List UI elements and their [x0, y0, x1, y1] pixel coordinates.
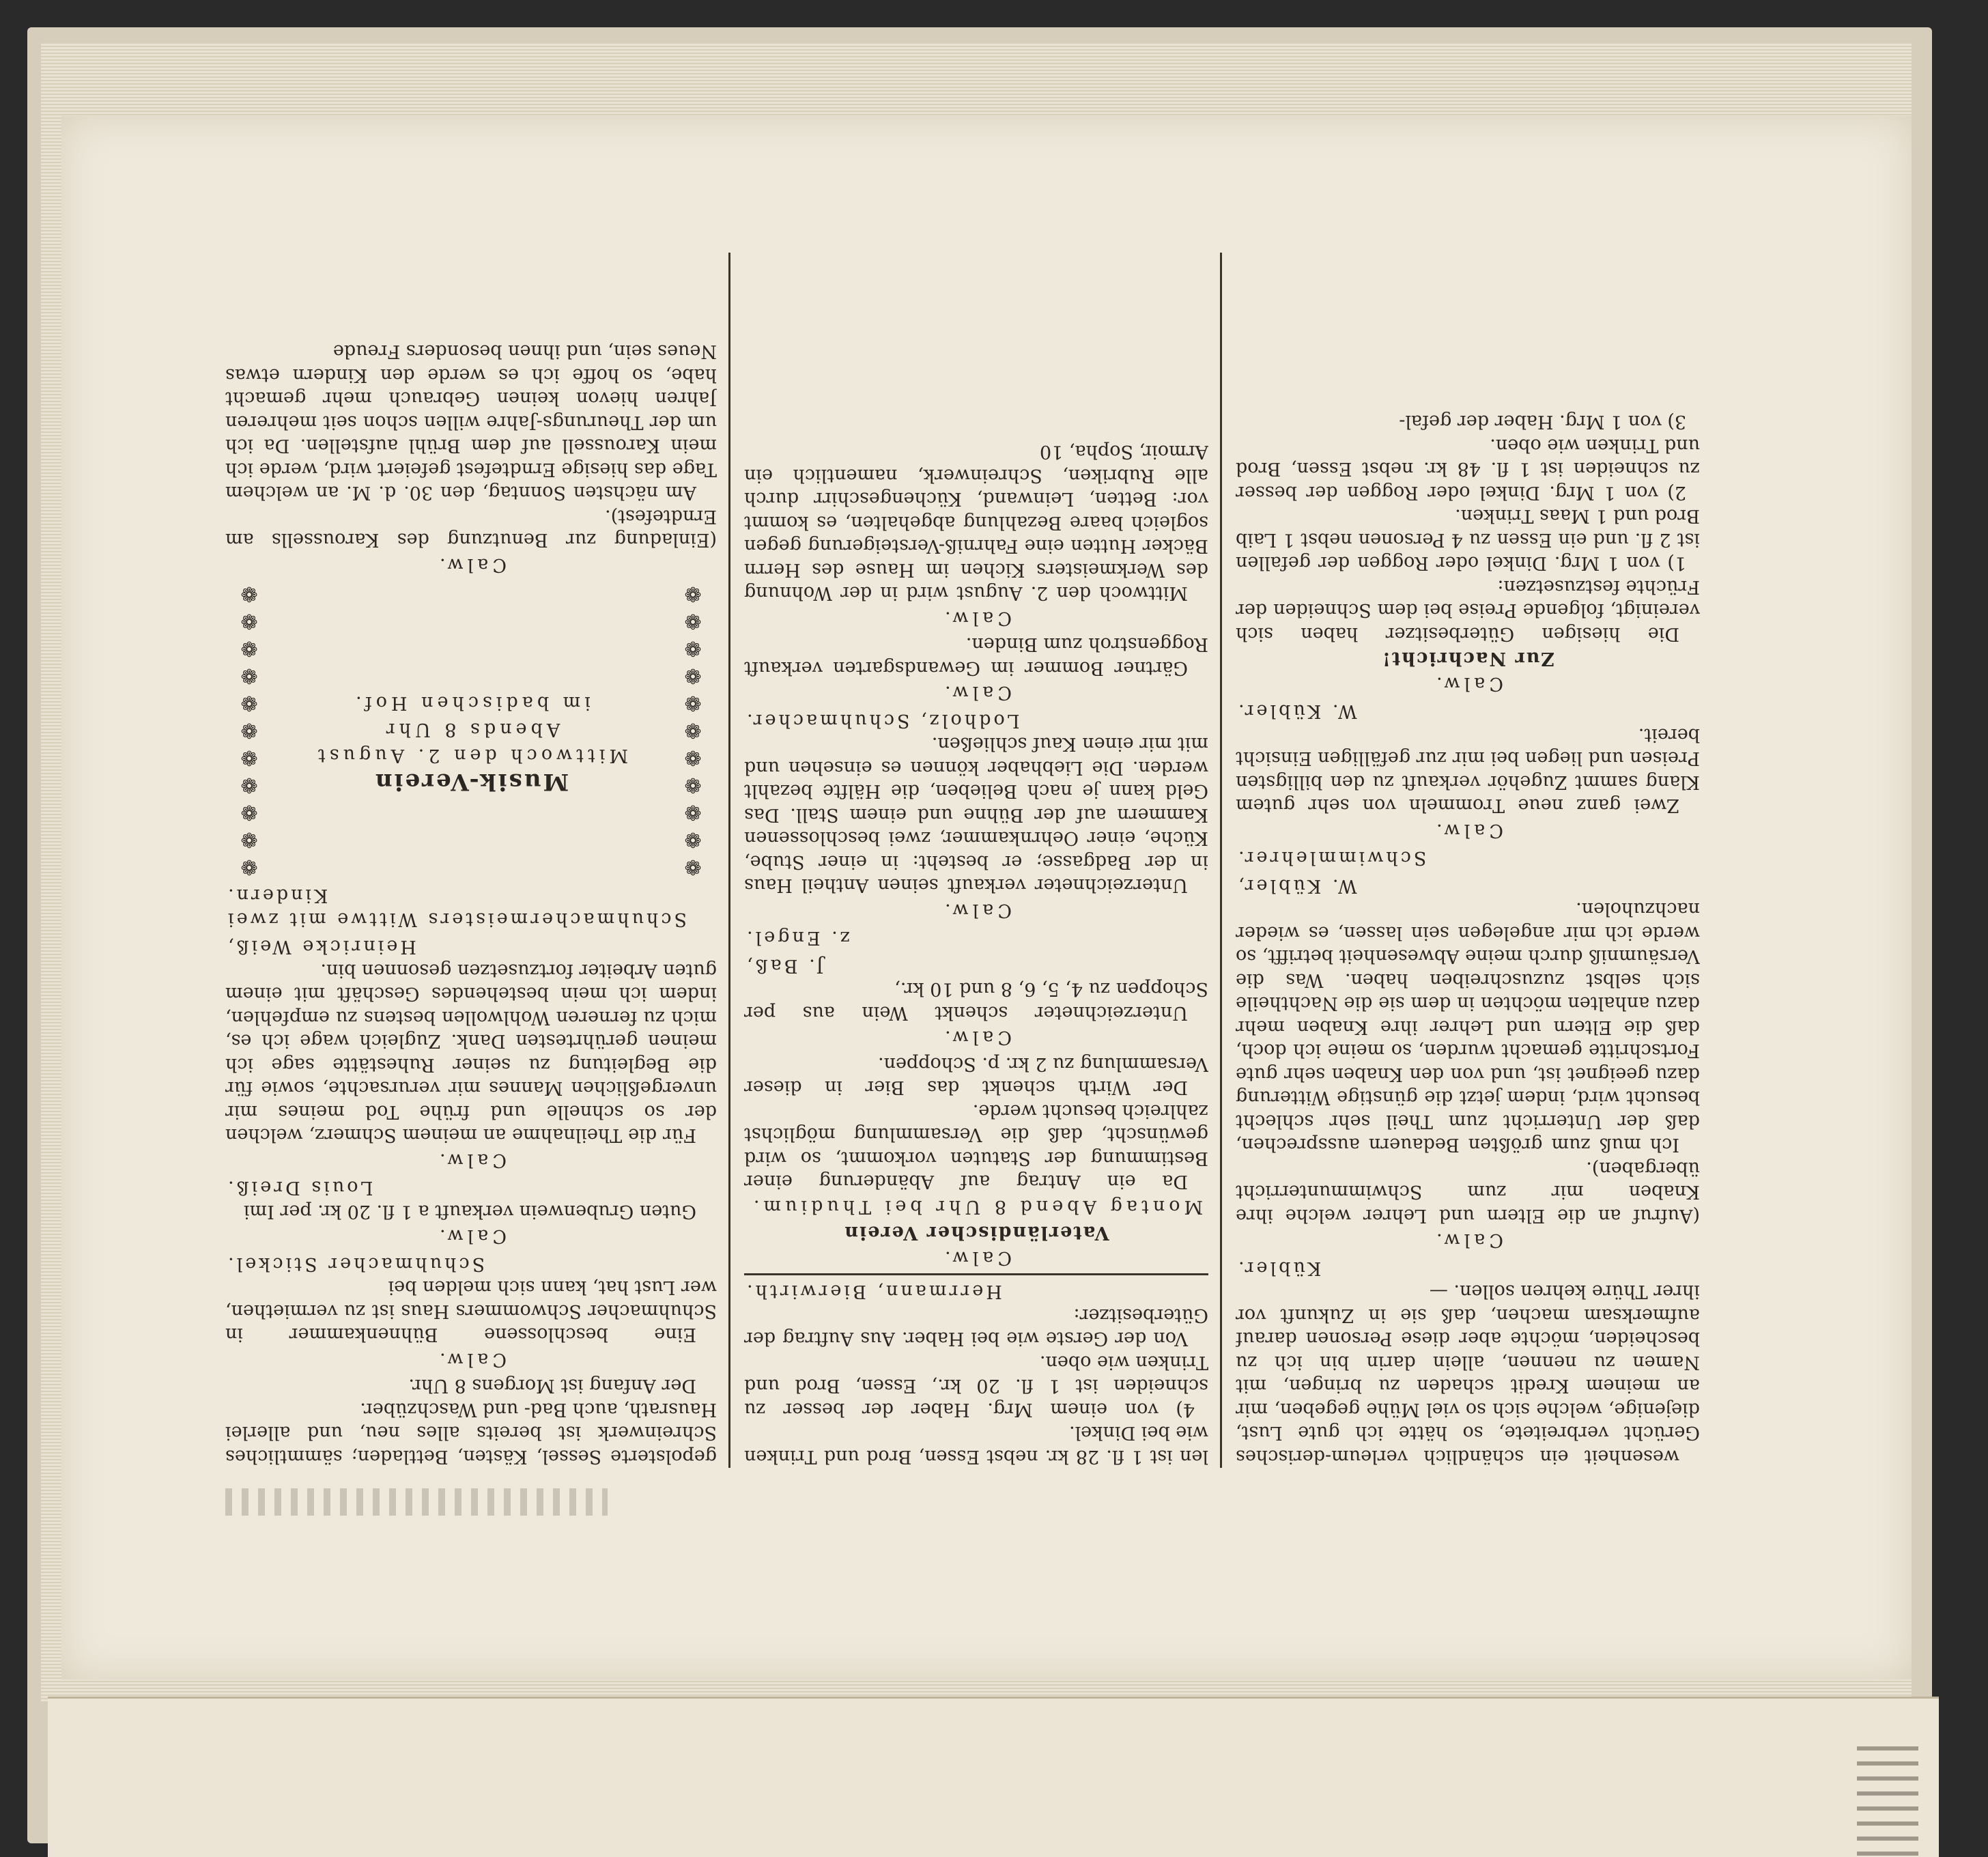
- ornament-icon: ❁: [240, 827, 258, 851]
- column-3: [225, 253, 717, 1468]
- ad-content: [280, 690, 662, 795]
- notice-beer-text: Der Wirth schenkt das Bier in dieser Versammlung zu 2 kr. p. Schoppen.: [744, 1053, 1208, 1098]
- next-page-text-fragment: [1857, 1746, 1918, 1856]
- price-item: 3) von 1 Mrg. Haber der gefal-: [1399, 411, 1686, 433]
- signature-role: Schuhmachermeisters Wittwe mit zwei Kindern.: [225, 885, 687, 930]
- notice-carousel-text: Am nächsten Sonntag, den 30. d. M. an welchem Tage das hiesige Erndtefest gefeiert wird, werde ich mein Karoussell auf dem Brühl aufstellen. Da ich um der Theurungs-Jahre willen schon seit mehreren Jahren hievon keinen Gebrauch mehr gemacht habe, so hoffe ich es werde den Kindern etwas Neues sein, und ihnen besonders Freude: [225, 341, 717, 504]
- city-heading: Calw.: [941, 682, 1012, 704]
- city-heading: Calw.: [1432, 820, 1503, 841]
- column-1: [1236, 253, 1700, 1468]
- ornament-icon: ❁: [684, 636, 702, 660]
- ad-time: Abends 8 Uhr: [382, 719, 560, 740]
- city-heading: Calw.: [941, 608, 1012, 629]
- city-heading: Calw.: [941, 900, 1012, 921]
- section-rule: [744, 1273, 1208, 1275]
- notice-swimming-text: Ich muß zum größten Bedauern aussprechen, daß der Unterricht zum Theil sehr schlecht besucht wird, indem jetzt die günstige Witterung dazu geeignet ist, und von den Knaben sehr gute Fortschritte gemacht wurden, so meine ich doch, daß die Eltern und Lehrer ihre Knaben mehr dazu anhalten möchten in dem sie die Nachtheile sich selbst zuzuschreiben haben. Was die Versäumniß durch meine Abwesenheit betrifft, so werde ich mir angelegen sein lassen, es wieder nachzuholen.: [1236, 898, 1700, 1156]
- auction-start: Der Anfang ist Morgens 8 Uhr.: [408, 1375, 696, 1397]
- column-2: [744, 253, 1208, 1468]
- signature: Herrmann, Bierwirth.: [744, 1281, 1002, 1303]
- signature-role: Schwimmlehrer.: [1236, 847, 1427, 869]
- ad-title: Musik-Verein: [373, 768, 569, 795]
- notice-subtitle: Montag Abend 8 Uhr bei Thudium.: [749, 1196, 1204, 1217]
- ornament-icon: ❁: [240, 773, 258, 797]
- notice-wine-text: Unterzeichneter schenkt Wein aus per Schoppen zu 4, 5, 6, 8 und 10 kr.,: [744, 978, 1208, 1023]
- notice-association-text: Da ein Antrag auf Abänderung einer Bestimmung der Statuten vorkommt, so wird gewünscht, daß die Versammlung möglichst zahlreich besucht werde.: [744, 1101, 1208, 1193]
- ornament-icon: ❁: [684, 609, 702, 633]
- ornament-icon: ❁: [240, 636, 258, 660]
- notice-drums-text: Zwei ganz neue Trommeln von sehr gutem Klang sammt Zugehör verkauft zu den billigsten Preisen und liegen bei mir zur gefälligen Einsicht bereit.: [1236, 724, 1700, 817]
- signature: Lodholz, Schuhmacher.: [744, 710, 1020, 731]
- city-heading: Calw.: [436, 1225, 507, 1247]
- music-association-ad: [225, 583, 717, 877]
- signature: W. Kübler,: [1236, 875, 1357, 896]
- signature: Kübler.: [1236, 1258, 1322, 1279]
- price-item: 2) von 1 Mrg. Dinkel oder Roggen der besser zu schneiden ist 1 fl. 48 kr. nebst Essen, Brod und Trinken wie oben.: [1236, 435, 1700, 503]
- ornament-icon: ❁: [240, 855, 258, 879]
- ornament-icon: ❁: [684, 800, 702, 824]
- notice-house-sale-text: Unterzeichneter verkauft seinen Antheil Haus in der Badgasse; er besteht: in einer Stube, Küche, einer Oehrnkammer, zwei beschlossenen Kammern auf der Bühne und einem Stall. Das Geld kann je nach Belieben, die Hälfte bezahlt werden. Die Liebhaber können es einsehen und mit mir einen Kauf schließen.: [744, 733, 1208, 896]
- notice-auction-text: Mittwoch den 2. August wird in der Wohnung des Werkmeisters Kichen im Hause des Herrn Bäcker Hutten eine Fahrniß-Versteigerung gegen sogleich baare Bezahlung abgehalten, es kommt vor: Betten, Leinwand, Küchengeschirr durch alle Rubriken, Schreinwerk, namentlich ein Armoir, Sopha, 10: [744, 441, 1208, 604]
- city-heading: Calw.: [436, 554, 507, 576]
- ornament-icon: ❁: [240, 609, 258, 633]
- auction-continued: gepolsterte Sessel, Kästen, Bettladen; sämmtliches Schreinwerk ist bereits alles neu, und allerlei Hausrath, auch Bad- und Waschzüber.: [225, 1399, 717, 1467]
- ornament-icon: ❁: [240, 582, 258, 606]
- ornament-icon: ❁: [240, 746, 258, 769]
- signature: W. Kübler.: [1236, 700, 1357, 722]
- city-heading: Calw.: [1432, 1230, 1503, 1251]
- ad-place: im badischen Hof.: [352, 692, 591, 714]
- signature: Schuhmacher Stickel.: [225, 1253, 485, 1275]
- notice-barley-text: Von der Gerste wie bei Haber. Aus Auftrag der Güterbesitzer:: [744, 1305, 1208, 1350]
- column-rule: [728, 253, 730, 1468]
- city-heading: Calw.: [941, 1027, 1012, 1049]
- rotated-newspaper-sheet: [225, 253, 1700, 1468]
- ornament-border-left: [669, 583, 717, 877]
- ad-date: Mittwoch den 2. August: [313, 745, 629, 767]
- price-item-continued: len ist 1 fl. 28 kr. nebst Essen, Brod und Trinken wie bei Dinkel.: [744, 1422, 1208, 1467]
- ornament-icon: ❁: [240, 664, 258, 687]
- price-item: 1) von 1 Mrg. Dinkel oder Roggen der gefallen ist 2 fl. und ein Essen zu 4 Personen nebst 1 Laib Brod und 1 Maas Trinken.: [1236, 505, 1700, 574]
- notice-wine-sale-text: Guten Grubenwein verkauft a 1 fl. 20 kr. per Imi: [243, 1201, 696, 1222]
- bleed-through-text: [225, 1488, 608, 1516]
- notice-slander-text: wesenheit ein schändlich verleum-derisches Gerücht verbreitete, so hätte ich gute Lust, diejenige, welche sich so viel Mühe gegeben, mir an meinem Kredit schaden zu bringen, mit Namen zu nennen, allein darin bin ich zu bescheiden, möchte aber diese Personen darauf aufmerksam machen, daß sie in Zukunft vor ihrer Thüre kehren sollen. —: [1236, 1281, 1700, 1467]
- notice-title: Vaterländischer Verein: [843, 1222, 1109, 1244]
- notice-title: (Aufruf an die Eltern und Lehrer welche ihre Knaben mir zum Schwimmunterricht übergaben).: [1236, 1158, 1700, 1226]
- signature-place: z. Engel.: [744, 927, 850, 949]
- column-rule: [1220, 253, 1222, 1468]
- ornament-icon: ❁: [684, 718, 702, 742]
- ornament-icon: ❁: [684, 691, 702, 715]
- notice-room-text: Eine beschlossene Bühnenkammer in Schuhmacher Schwommers Haus ist zu vermiethen, wer Lust hat, kann sich melden bei: [225, 1277, 717, 1346]
- notice-thanks-text: Für die Theilnahme an meinem Schmerz, welchen der so schnelle und frühe Tod meines mir unvergeßlichen Mannes mir verursachte, sowie für die Begleitung zu seiner Ruhestätte sage ich meinen gerührtesten Dank. Zugleich wage ich es, mich zu ferneren Wohlwollen bestens zu empfehlen, indem ich mein bestehendes Geschäft mit einem guten Arbeiter fortzusetzen gesonnen bin.: [225, 960, 717, 1146]
- ornament-icon: ❁: [240, 718, 258, 742]
- ornament-icon: ❁: [240, 691, 258, 715]
- notice-straw-text: Gärtner Bommer im Gewandsgarten verkauft Roggenstroh zum Binden.: [744, 634, 1208, 679]
- notice-harvest-text: Die hiesigen Güterbesitzer haben sich vereinigt, folgende Preise bei dem Schneiden der Früchte festzusetzen:: [1236, 576, 1700, 644]
- ornament-icon: ❁: [684, 582, 702, 606]
- city-heading: Calw.: [436, 1150, 507, 1171]
- ornament-icon: ❁: [240, 800, 258, 824]
- next-page: [48, 1697, 1939, 1857]
- notice-title: (Einladung zur Benutzung des Karoussells am Erndtefest).: [225, 506, 717, 551]
- ornament-icon: ❁: [684, 664, 702, 687]
- signature: Heinricke Weiß,: [225, 936, 416, 958]
- ornament-icon: ❁: [684, 827, 702, 851]
- ornament-icon: ❁: [684, 855, 702, 879]
- city-heading: Calw.: [436, 1349, 507, 1370]
- city-heading: Calw.: [941, 1247, 1012, 1268]
- signature: Louis Dreiß.: [225, 1177, 373, 1199]
- signature: J. Baß,: [744, 955, 824, 976]
- ornament-icon: ❁: [684, 746, 702, 769]
- notice-title: Zur Nachricht!: [1380, 648, 1555, 670]
- price-item: 4) von einem Mrg. Haber der besser zu schneiden ist 1 fl. 20 kr., Essen, Brod und Trinken wie oben.: [744, 1352, 1208, 1420]
- ornament-border-right: [225, 583, 273, 877]
- ornament-icon: ❁: [684, 773, 702, 797]
- city-heading: Calw.: [1432, 673, 1503, 694]
